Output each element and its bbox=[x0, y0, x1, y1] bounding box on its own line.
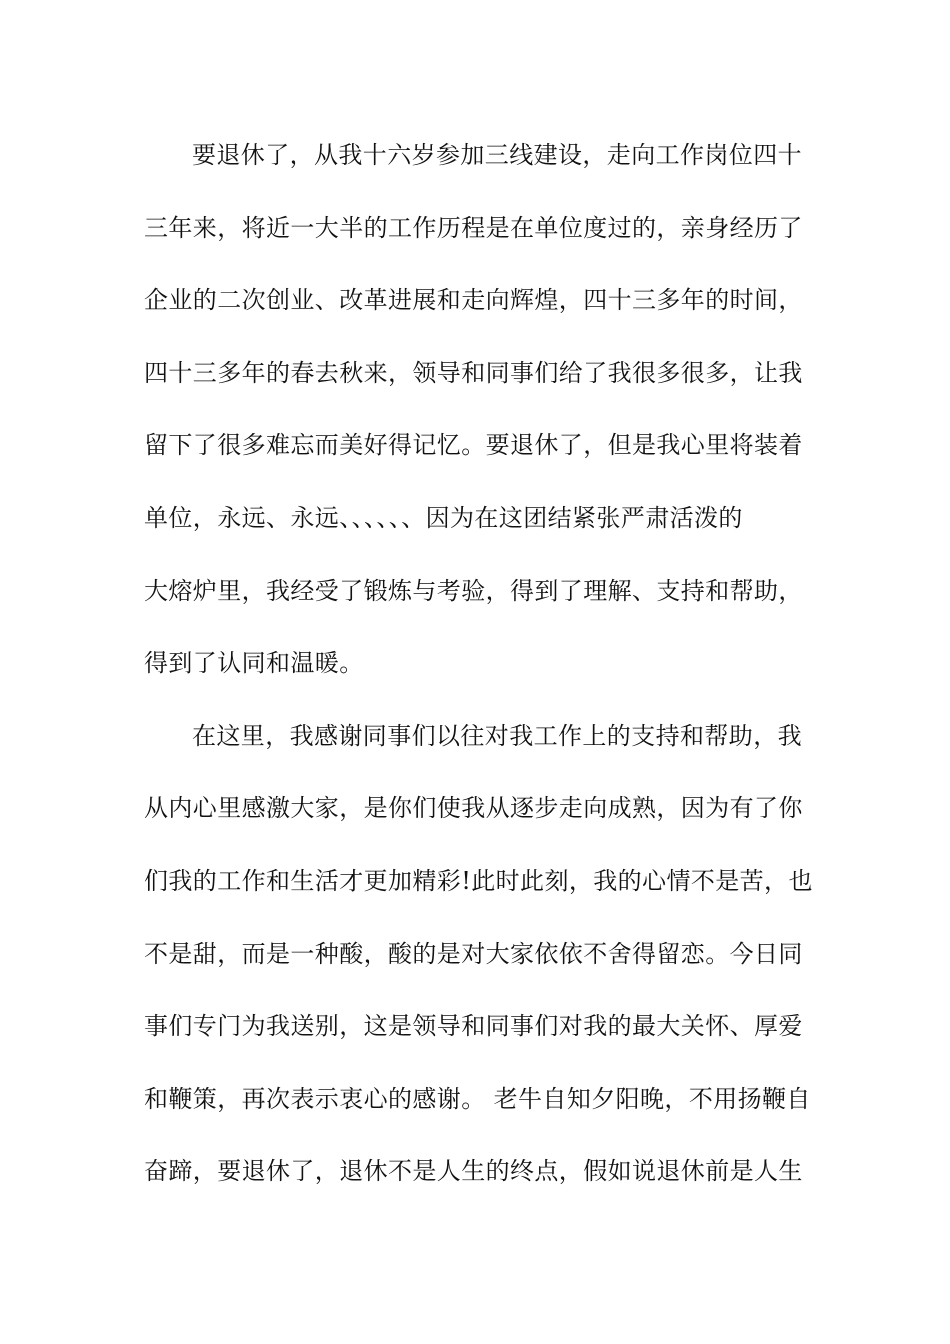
text-line: 不是甜，而是一种酸，酸的是对大家依依不舍得留恋。今日同 bbox=[144, 939, 803, 968]
text-line: 得到了认同和温暖。 bbox=[144, 649, 364, 678]
text-line: 四十三多年的春去秋来，领导和同事们给了我很多很多，让我 bbox=[144, 358, 803, 387]
text-line: 要退休了，从我十六岁参加三线建设，走向工作岗位四十 bbox=[192, 141, 802, 169]
text-line: 留下了很多难忘而美好得记忆。要退休了，但是我心里将装着 bbox=[144, 431, 803, 460]
text-line: 们我的工作和生活才更加精彩!此时此刻，我的心情不是苦，也 bbox=[144, 866, 813, 895]
text-line: 奋蹄，要退休了，退休不是人生的终点，假如说退休前是人生 bbox=[144, 1157, 803, 1186]
text-line: 大熔炉里，我经受了锻炼与考验，得到了理解、支持和帮助， bbox=[144, 576, 803, 605]
document-body bbox=[144, 135, 814, 1224]
paragraph-1 bbox=[144, 135, 814, 716]
paragraph-2 bbox=[144, 716, 814, 1224]
text-line: 和鞭策，再次表示衷心的感谢。 老牛自知夕阳晚，不用扬鞭自 bbox=[144, 1084, 811, 1113]
text-line: 在这里，我感谢同事们以往对我工作上的支持和帮助，我 bbox=[192, 721, 802, 750]
text-line: 事们专门为我送别，这是领导和同事们对我的最大关怀、厚爱 bbox=[144, 1012, 803, 1041]
text-line: 三年来，将近一大半的工作历程是在单位度过的，亲身经历了 bbox=[144, 213, 803, 242]
text-line: 单位，永远、永远、、、、、、因为在这团结紧张严肃活泼的 bbox=[144, 503, 743, 532]
text-line: 从内心里感激大家，是你们使我从逐步走向成熟，因为有了你 bbox=[144, 794, 803, 823]
text-line: 企业的二次创业、改革进展和走向辉煌，四十三多年的时间， bbox=[144, 286, 803, 315]
